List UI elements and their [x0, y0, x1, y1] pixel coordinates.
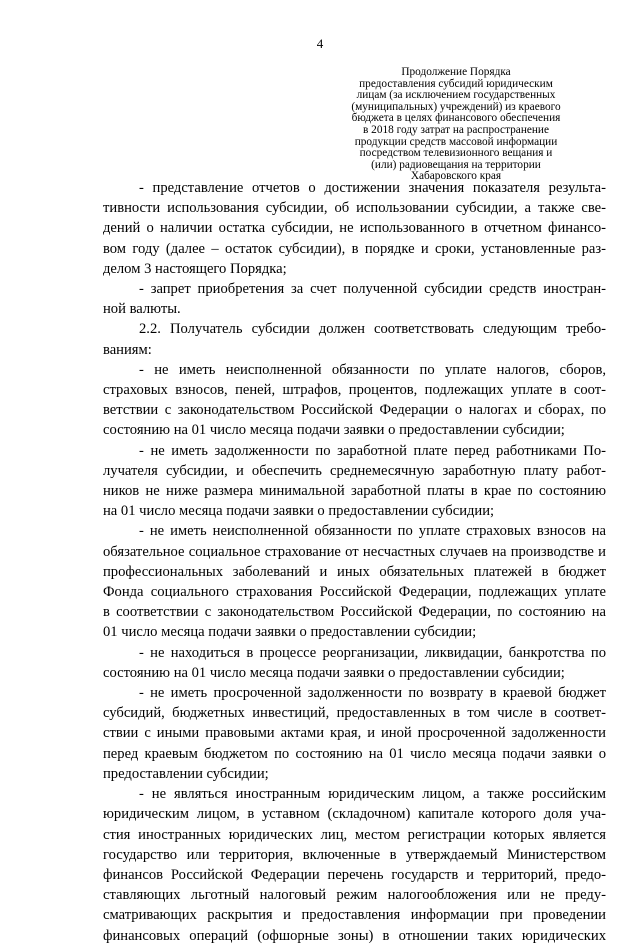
paragraph-line: - представление отчетов о достижении значения показателя результа- — [139, 180, 606, 196]
paragraph-line: состоянию на 01 число месяца подачи заявки о предоставлении субсидии; — [103, 664, 565, 681]
paragraph-line: тивности использования субсидии, об использовании субсидии, а также све- — [103, 200, 606, 217]
paragraph-line: в соответствии с законодательством Российской Федерации, по состоянию на — [103, 604, 606, 621]
header-line: продукции средств массовой информации — [354, 135, 558, 148]
paragraph-line: - не иметь просроченной задолженности по возврату в краевой бюджет — [139, 685, 606, 702]
paragraph-line: делом 3 настоящего Порядка; — [103, 260, 287, 277]
paragraph-line: предоставлении субсидии; — [103, 765, 269, 782]
header-line: в 2018 году затрат на распространение — [363, 123, 549, 136]
paragraph-line: - не иметь неисполненной обязанности по уплате страховых взносов на — [139, 523, 606, 540]
paragraph-line: государство или территория, включенные в утверждаемый Министерством — [103, 846, 606, 863]
paragraph-line: юридическим лицом, в уставном (складочном) капитале которого доля уча- — [103, 806, 606, 823]
paragraph-line: страховых взносов, пеней, штрафов, процентов, подлежащих уплате в соот- — [103, 382, 606, 399]
header-line: посредством телевизионного вещания и — [359, 147, 553, 160]
paragraph-line: ваниям: — [103, 341, 152, 358]
paragraph-line: вом году (далее – остаток субсидии), в порядке и сроки, установленные раз- — [103, 240, 606, 257]
paragraph-line: на 01 число месяца подачи заявки о предоставлении субсидии; — [103, 503, 495, 520]
paragraph-line: - не иметь неисполненной обязанности по уплате налогов, сборов, — [139, 361, 606, 378]
paragraph-line: финансов Российской Федерации перечень государств и территорий, предо- — [103, 866, 606, 883]
paragraph — [103, 784, 606, 946]
paragraph — [103, 683, 606, 784]
paragraph-line: ставляющих льготный налоговый режим налогообложения или не преду- — [103, 887, 606, 904]
paragraph — [103, 521, 606, 642]
header-line: лицам (за исключением государственных — [356, 89, 556, 102]
header-line: (муниципальных) учреждений) из краевого — [351, 100, 561, 113]
continuation-header — [312, 67, 600, 183]
paragraph-line: ветствии с законодательством Российской Федерации о налогах и сборах, по — [103, 402, 606, 419]
paragraph-line: стия иностранных юридических лиц, местом регистрации которых является — [103, 826, 606, 843]
paragraph-line: ствии с иными правовыми актами края, и иной просроченной задолженности — [103, 725, 606, 742]
paragraph — [103, 643, 606, 683]
paragraph — [103, 319, 606, 359]
paragraph-line: - запрет приобретения за счет полученной субсидии средств иностран- — [139, 281, 606, 298]
header-line: Хабаровского края — [410, 170, 502, 183]
paragraph-line: обязательное социальное страхование от несчастных случаев на производстве и — [103, 543, 606, 560]
header-line: (или) радиовещания на территории — [371, 158, 541, 171]
paragraph-line: финансовых операций (офшорные зоны) в отношении таких юридических — [103, 927, 606, 944]
document-body — [103, 178, 606, 946]
paragraph-line: ников не ниже размера минимальной заработной платы в крае по состоянию — [103, 483, 606, 500]
paragraph-line: лучателя субсидии, и обеспечить среднемесячную заработную плату работ- — [103, 462, 606, 479]
paragraph — [103, 360, 606, 441]
paragraph-line: сматривающих раскрытия и предоставления информации при проведении — [103, 907, 606, 924]
paragraph — [103, 178, 606, 279]
paragraph-line: перед краевым бюджетом по состоянию на 01 число месяца подачи заявки о — [103, 745, 606, 762]
paragraph-line: дений о наличии остатка субсидии, не использованного в отчетном финансо- — [103, 220, 606, 237]
paragraph — [103, 441, 606, 522]
page-number: 4 — [316, 36, 324, 51]
paragraph-line: состоянию на 01 число месяца подачи заявки о предоставлении субсидии; — [103, 422, 565, 439]
paragraph-line: субсидий, бюджетных инвестиций, предоставленных в том числе в соответ- — [103, 705, 606, 722]
paragraph — [103, 279, 606, 319]
paragraph-line: - не иметь задолженности по заработной плате перед работниками По- — [139, 442, 606, 459]
paragraph-line: 01 число месяца подачи заявки о предоставлении субсидии; — [103, 624, 477, 641]
header-line: Продолжение Порядка — [401, 66, 511, 78]
paragraph-line: - не находиться в процессе реорганизации, ликвидации, банкротства по — [139, 644, 606, 661]
header-line: предоставления субсидий юридическим — [359, 77, 553, 90]
paragraph-line: профессиональных заболеваний и иных обязательных платежей в бюджет — [103, 563, 606, 580]
paragraph-line: - не являться иностранным юридическим лицом, а также российским — [139, 786, 606, 803]
paragraph-line: Фонда социального страхования Российской Федерации, подлежащих уплате — [103, 584, 606, 601]
header-line: бюджета в целях финансового обеспечения — [351, 112, 561, 125]
paragraph-line: ной валюты. — [103, 301, 181, 318]
paragraph-line: 2.2. Получатель субсидии должен соответствовать следующим требо- — [139, 321, 606, 338]
